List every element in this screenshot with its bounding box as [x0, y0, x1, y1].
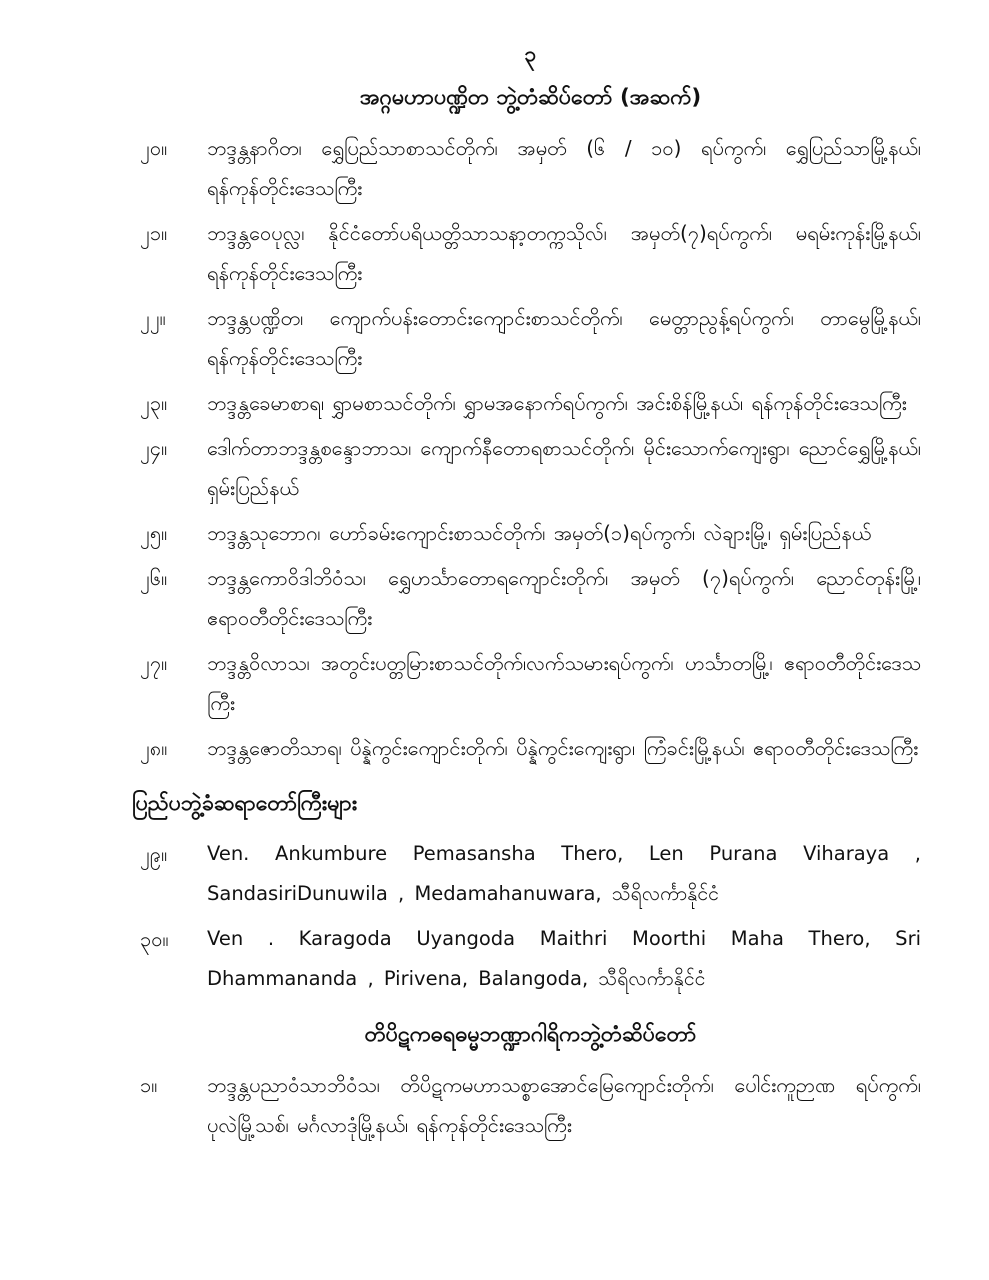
- section-title-aggamahapandita: အဂ္ဂမဟာပဏ္ဍိတ ဘွဲ့တံဆိပ်တော် (အဆက်): [359, 85, 702, 110]
- list-item: [140, 213, 921, 293]
- item-text: ဘဒ္ဒန္တဝိလာသ၊ အတွင်းပတ္တမြားစာသင်တိုက်၊လက်သမားရပ်ကွက်၊ ဟင်္သာတမြို့၊ ဧရာဝတီတိုင်းဒေသကြီး: [207, 651, 921, 715]
- list-item: [140, 128, 921, 208]
- list-item: [140, 728, 921, 768]
- item-number: ၂၅။: [140, 521, 168, 545]
- item-text: ဘဒ္ဒန္တပဏ္ဍိတ၊ ကျောက်ပန်းတောင်းကျောင်းစာသင်တိုက်၊ မေတ္တာညွန့်ရပ်ကွက်၊ တာမွေမြို့နယ်၊ ရန်ကုန်တိုင်းဒေသကြီး: [207, 306, 921, 370]
- item-text: ဘဒ္ဒန္တဝေပုလ္လ၊ နိုင်ငံတော်ပရိယတ္တိသာသနာ့တက္ကသိုလ်၊ အမှတ်(၇)ရပ်ကွက်၊ မရမ်းကုန်းမြို့နယ်၊ ရန်ကုန်တိုင်းဒေသကြီး: [207, 221, 921, 285]
- item-text: ဘဒ္ဒန္တကောဝိဒါဘိဝံသ၊ ရွှေဟင်္သာတောရကျောင်းတိုက်၊ အမှတ် (၇)ရပ်ကွက်၊ ညောင်တုန်းမြို့၊ ဧရာဝတီတိုင်းဒေသကြီး: [207, 566, 921, 630]
- list-item: [140, 298, 921, 378]
- page-number: ၃: [524, 42, 537, 66]
- item-number: ၂၃။: [140, 391, 168, 415]
- item-number: ၂၀။: [140, 136, 168, 160]
- item-text: ဘဒ္ဒန္တပညာဝံသာဘိဝံသ၊ တိပိဋကမဟာသစ္စာအောင်မြေကျောင်းတိုက်၊ ပေါင်းကူဉာဏ ရပ်ကွက်၊ ပုလဲမြို့သစ်၊ မင်္ဂလာဒုံမြို့နယ်၊ ရန်ကုန်တိုင်းဒေသကြီး: [207, 1073, 921, 1137]
- item-text: Ven . Karagoda Uyangoda Maithri Moorthi Maha Thero, Sri Dhammananda , Pirivena, Balangoda, သီရိလင်္ကာနိုင်ငံ: [207, 927, 921, 990]
- list-item: [140, 383, 921, 423]
- item-number: ၂၁။: [140, 221, 168, 245]
- item-text: Ven. Ankumbure Pemasansha Thero, Len Purana Viharaya , SandasiriDunuwila , Medamahanuwara, သီရိလင်္ကာနိုင်ငံ: [207, 842, 921, 905]
- section-title-foreign-sayadaws: ပြည်ပဘွဲ့ခံဆရာတော်ကြီးများ: [132, 791, 358, 816]
- item-text: ဘဒ္ဒန္တသုဘောဂ၊ ဟော်ခမ်းကျောင်းစာသင်တိုက်၊ အမှတ်(၁)ရပ်ကွက်၊ လဲချားမြို့၊ ရှမ်းပြည်နယ်: [207, 521, 872, 545]
- item-number: ၂၄။: [140, 436, 168, 460]
- section-title-tipitakadhara: တိပိဋကဓရဓမ္မဘဏ္ဍာဂါရိကဘွဲ့တံဆိပ်တော်: [364, 1022, 697, 1047]
- item-text: ဘဒ္ဒန္တနာဂိတ၊ ရွှေပြည်သာစာသင်တိုက်၊ အမှတ် (၆ / ၁၀) ရပ်ကွက်၊ ရွှေပြည်သာမြို့နယ်၊ ရန်ကုန်တိုင်းဒေသကြီး: [207, 136, 921, 200]
- list-item: [140, 643, 921, 723]
- item-number: ၂၉။: [140, 842, 168, 866]
- item-number: ၂၂။: [140, 306, 166, 330]
- item-number: ၂၇။: [140, 651, 168, 675]
- list-item: [140, 919, 921, 999]
- list-item: [140, 513, 921, 553]
- list-item: [140, 834, 921, 914]
- list-item: [140, 428, 921, 508]
- item-text: ဘဒ္ဒန္တဇောတိသာရ၊ ပိန္နဲကွင်းကျောင်းတိုက်၊ ပိန္နဲကွင်းကျေးရွာ၊ ကြံခင်းမြို့နယ်၊ ဧရာဝတီတိုင်းဒေသကြီး: [207, 736, 919, 760]
- item-text: ဒေါက်တာဘဒ္ဒန္တစန္ဒောဘာသ၊ ကျောက်နီတောရစာသင်တိုက်၊ မိုင်းသောက်ကျေးရွာ၊ ညောင်ရွှေမြို့နယ်၊ ရှမ်းပြည်နယ်: [207, 436, 921, 500]
- list-item: [140, 1065, 921, 1145]
- list-item: [140, 558, 921, 638]
- item-number: ၃၀။: [140, 927, 169, 951]
- item-number: ၂၆။: [140, 566, 168, 590]
- item-number: ၁။: [140, 1073, 158, 1097]
- item-text: ဘဒ္ဒန္တခေမာစာရ၊ ရွှာမစာသင်တိုက်၊ ရွှာမအနောက်ရပ်ကွက်၊ အင်းစိန်မြို့နယ်၊ ရန်ကုန်တိုင်းဒေသကြီး: [207, 391, 907, 415]
- item-number: ၂၈။: [140, 736, 168, 760]
